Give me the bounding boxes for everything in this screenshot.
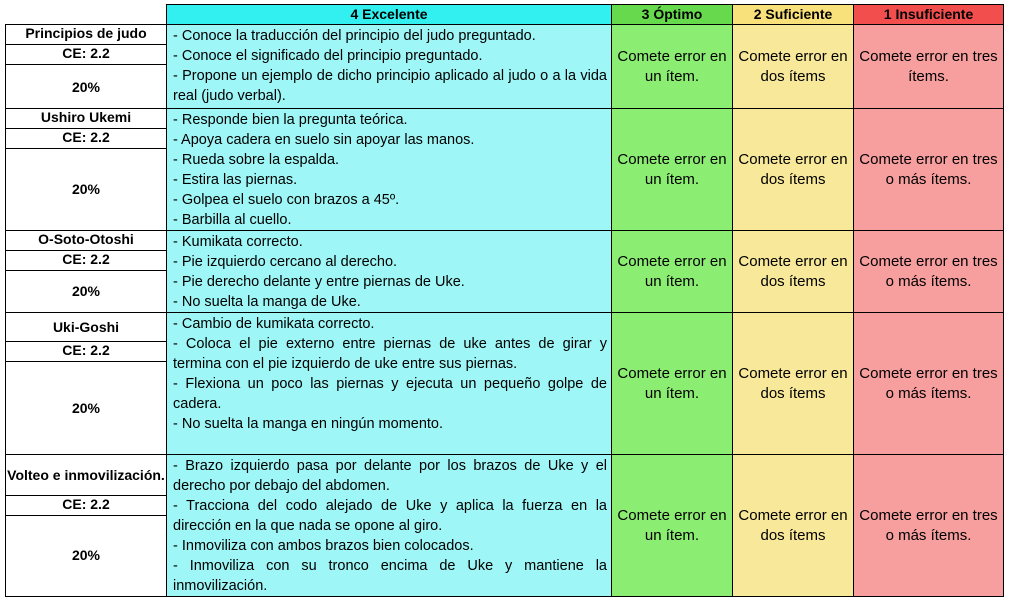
criterion-name: Uki-Goshi	[6, 313, 166, 342]
criteria-item: - Pie izquierdo cercano al derecho.	[173, 254, 398, 270]
criteria-item: - Kumikata correcto.	[173, 234, 303, 250]
criterion-name: Ushiro Ukemi	[6, 109, 166, 129]
table-row	[6, 313, 1004, 455]
criteria-item: - Cambio de kumikata correcto.	[173, 316, 375, 332]
header-optimo: 3 Óptimo	[612, 5, 733, 25]
criterion-percent: 20%	[71, 399, 101, 416]
criteria-item: - Tracciona del codo alejado de Uke y aplica la fuerza en la dirección en la que nada se opone al giro.	[173, 498, 607, 534]
criterion-name: O-Soto-Otoshi	[6, 231, 166, 251]
suficiente-cell: Comete error en dos ítems	[733, 109, 854, 231]
criterion-label-cell	[6, 25, 167, 109]
criterion-ce: CE: 2.2	[6, 251, 166, 271]
table-row	[6, 455, 1004, 597]
insuficiente-cell: Comete error en tres o más ítems.	[854, 455, 1004, 597]
excelente-criteria	[167, 25, 612, 109]
criteria-item: - Estira las piernas.	[173, 172, 298, 188]
criteria-item: - Conoce el significado del principio preguntado.	[173, 48, 483, 64]
criterion-label-cell	[6, 455, 167, 597]
excelente-criteria	[167, 455, 612, 597]
insuficiente-cell: Comete error en tres o más ítems.	[854, 313, 1004, 455]
excelente-criteria	[167, 109, 612, 231]
optimo-cell: Comete error en un ítem.	[612, 231, 733, 313]
table-row	[6, 109, 1004, 231]
criterion-name: Volteo e inmovilización.	[6, 455, 166, 496]
insuficiente-cell: Comete error en tres o más ítems.	[854, 231, 1004, 313]
criteria-item: - Inmoviliza con ambos brazos bien colocados.	[173, 538, 474, 554]
optimo-cell: Comete error en un ítem.	[612, 313, 733, 455]
table-row	[6, 25, 1004, 109]
criteria-item: - Responde bien la pregunta teórica.	[173, 112, 408, 128]
criteria-item: - No suelta la manga de Uke.	[173, 294, 361, 310]
rubric-table	[5, 4, 1004, 597]
insuficiente-cell: Comete error en tres ítems.	[854, 25, 1004, 109]
excelente-criteria	[167, 313, 612, 455]
criterion-name: Principios de judo	[6, 25, 166, 45]
criterion-percent: 20%	[71, 546, 101, 563]
header-excelente: 4 Excelente	[167, 5, 612, 25]
header-insuficiente: 1 Insuficiente	[854, 5, 1004, 25]
excelente-criteria	[167, 231, 612, 313]
criterion-label-cell	[6, 109, 167, 231]
criteria-item: - Golpea el suelo con brazos a 45º.	[173, 192, 400, 208]
criterion-ce: CE: 2.2	[6, 496, 166, 516]
criteria-item: - Rueda sobre la espalda.	[173, 152, 340, 168]
criterion-ce: CE: 2.2	[6, 342, 166, 362]
criteria-item: - Brazo izquierdo pasa por delante por los brazos de Uke y el derecho por debajo del abdomen.	[173, 458, 607, 494]
criterion-percent: 20%	[71, 283, 101, 299]
criteria-item: - Inmoviliza con su tronco encima de Uke y mantiene la inmovilización.	[173, 558, 607, 594]
criteria-item: - No suelta la manga en ningún momento.	[173, 416, 444, 432]
criteria-item: - Pie derecho delante y entre piernas de Uke.	[173, 274, 465, 290]
header-blank	[6, 5, 167, 25]
criterion-ce: CE: 2.2	[6, 129, 166, 149]
suficiente-cell: Comete error en dos ítems	[733, 313, 854, 455]
criterion-percent: 20%	[71, 78, 101, 95]
criteria-item: - Barbilla al cuello.	[173, 212, 292, 228]
criterion-label-cell	[6, 313, 167, 455]
optimo-cell: Comete error en un ítem.	[612, 455, 733, 597]
criterion-ce: CE: 2.2	[6, 45, 166, 65]
criteria-item: - Apoya cadera en suelo sin apoyar las manos.	[173, 132, 475, 148]
suficiente-cell: Comete error en dos ítems	[733, 25, 854, 109]
criteria-item: - Coloca el pie externo entre piernas de uke antes de girar y termina con el pie izquierdo de uke entre sus piernas.	[173, 336, 607, 372]
header-suficiente: 2 Suficiente	[733, 5, 854, 25]
criterion-percent: 20%	[71, 181, 101, 197]
criteria-item: - Flexiona un poco las piernas y ejecuta un pequeño golpe de cadera.	[173, 376, 607, 412]
table-row	[6, 231, 1004, 313]
criterion-label-cell	[6, 231, 167, 313]
suficiente-cell: Comete error en dos ítems	[733, 231, 854, 313]
header-row	[6, 5, 1004, 25]
suficiente-cell: Comete error en dos ítems	[733, 455, 854, 597]
optimo-cell: Comete error en un ítem.	[612, 25, 733, 109]
optimo-cell: Comete error en un ítem.	[612, 109, 733, 231]
criteria-item: - Conoce la traducción del principio del judo preguntado.	[173, 28, 536, 44]
criteria-item: - Propone un ejemplo de dicho principio aplicado al judo o a la vida real (judo verbal).	[173, 68, 607, 104]
insuficiente-cell: Comete error en tres o más ítems.	[854, 109, 1004, 231]
